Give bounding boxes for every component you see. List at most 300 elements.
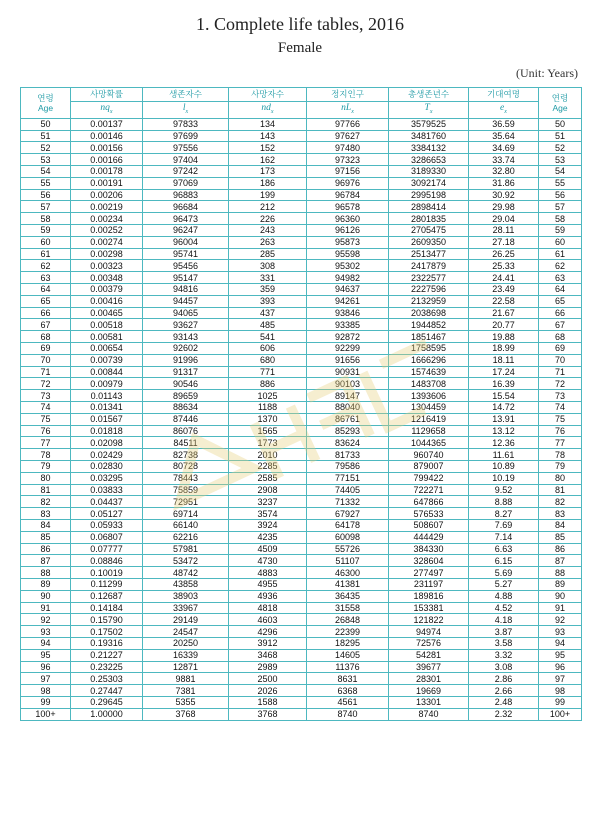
cell-stationary-population: 96360 bbox=[307, 213, 389, 225]
cell-age: 72 bbox=[21, 378, 71, 390]
cell-age-right: 58 bbox=[539, 213, 582, 225]
table-row bbox=[21, 272, 582, 284]
cell-life-expectancy: 33.74 bbox=[469, 154, 539, 166]
cell-deaths: 331 bbox=[229, 272, 307, 284]
cell-survivors: 94065 bbox=[143, 307, 229, 319]
cell-age-right: 79 bbox=[539, 461, 582, 473]
cell-stationary-population: 93846 bbox=[307, 307, 389, 319]
cell-stationary-population: 41381 bbox=[307, 578, 389, 590]
cell-total-person-years: 3481760 bbox=[389, 130, 469, 142]
cell-deaths: 134 bbox=[229, 118, 307, 130]
cell-total-person-years: 19669 bbox=[389, 685, 469, 697]
cell-stationary-population: 96784 bbox=[307, 189, 389, 201]
table-row bbox=[21, 614, 582, 626]
life-table bbox=[20, 87, 582, 721]
cell-death-probability: 0.00739 bbox=[71, 354, 143, 366]
cell-age-right: 93 bbox=[539, 626, 582, 638]
cell-age: 71 bbox=[21, 366, 71, 378]
cell-total-person-years: 121822 bbox=[389, 614, 469, 626]
cell-deaths: 2026 bbox=[229, 685, 307, 697]
cell-age-right: 61 bbox=[539, 248, 582, 260]
cell-total-person-years: 508607 bbox=[389, 519, 469, 531]
cell-survivors: 93143 bbox=[143, 331, 229, 343]
cell-survivors: 96684 bbox=[143, 201, 229, 213]
cell-life-expectancy: 29.98 bbox=[469, 201, 539, 213]
cell-stationary-population: 6368 bbox=[307, 685, 389, 697]
cell-life-expectancy: 13.12 bbox=[469, 425, 539, 437]
cell-stationary-population: 97323 bbox=[307, 154, 389, 166]
cell-deaths: 308 bbox=[229, 260, 307, 272]
cell-survivors: 38903 bbox=[143, 590, 229, 602]
cell-age: 79 bbox=[21, 461, 71, 473]
header-survivors: 생존자수 bbox=[143, 88, 229, 102]
cell-survivors: 29149 bbox=[143, 614, 229, 626]
cell-deaths: 4936 bbox=[229, 590, 307, 602]
table-row bbox=[21, 378, 582, 390]
cell-life-expectancy: 28.11 bbox=[469, 225, 539, 237]
cell-life-expectancy: 36.59 bbox=[469, 118, 539, 130]
cell-age: 66 bbox=[21, 307, 71, 319]
cell-age-right: 70 bbox=[539, 354, 582, 366]
cell-death-probability: 0.11299 bbox=[71, 578, 143, 590]
cell-death-probability: 0.27447 bbox=[71, 685, 143, 697]
cell-life-expectancy: 32.80 bbox=[469, 166, 539, 178]
cell-age: 63 bbox=[21, 272, 71, 284]
cell-life-expectancy: 4.88 bbox=[469, 590, 539, 602]
cell-deaths: 3237 bbox=[229, 496, 307, 508]
cell-deaths: 199 bbox=[229, 189, 307, 201]
cell-death-probability: 0.10019 bbox=[71, 567, 143, 579]
cell-age: 50 bbox=[21, 118, 71, 130]
cell-age-right: 90 bbox=[539, 590, 582, 602]
symbol-nlx: $nL_x$ bbox=[307, 102, 389, 119]
cell-deaths: 4818 bbox=[229, 602, 307, 614]
cell-age: 65 bbox=[21, 295, 71, 307]
cell-total-person-years: 3092174 bbox=[389, 177, 469, 189]
cell-stationary-population: 11376 bbox=[307, 661, 389, 673]
cell-stationary-population: 18295 bbox=[307, 637, 389, 649]
table-row bbox=[21, 531, 582, 543]
cell-survivors: 7381 bbox=[143, 685, 229, 697]
cell-survivors: 92602 bbox=[143, 343, 229, 355]
cell-age-right: 56 bbox=[539, 189, 582, 201]
table-row bbox=[21, 331, 582, 343]
cell-life-expectancy: 13.91 bbox=[469, 413, 539, 425]
cell-life-expectancy: 4.18 bbox=[469, 614, 539, 626]
cell-total-person-years: 1216419 bbox=[389, 413, 469, 425]
cell-deaths: 1565 bbox=[229, 425, 307, 437]
cell-death-probability: 0.00465 bbox=[71, 307, 143, 319]
cell-deaths: 3912 bbox=[229, 637, 307, 649]
cell-age: 93 bbox=[21, 626, 71, 638]
table-row bbox=[21, 402, 582, 414]
cell-age: 55 bbox=[21, 177, 71, 189]
table-row bbox=[21, 201, 582, 213]
cell-survivors: 93627 bbox=[143, 319, 229, 331]
table-row bbox=[21, 154, 582, 166]
cell-life-expectancy: 10.19 bbox=[469, 472, 539, 484]
cell-age-right: 74 bbox=[539, 402, 582, 414]
cell-deaths: 1025 bbox=[229, 390, 307, 402]
cell-age-right: 55 bbox=[539, 177, 582, 189]
cell-survivors: 89659 bbox=[143, 390, 229, 402]
cell-stationary-population: 94637 bbox=[307, 284, 389, 296]
cell-total-person-years: 384330 bbox=[389, 543, 469, 555]
cell-survivors: 57981 bbox=[143, 543, 229, 555]
cell-stationary-population: 46300 bbox=[307, 567, 389, 579]
cell-age-right: 65 bbox=[539, 295, 582, 307]
cell-deaths: 4955 bbox=[229, 578, 307, 590]
cell-total-person-years: 1044365 bbox=[389, 437, 469, 449]
cell-death-probability: 0.00518 bbox=[71, 319, 143, 331]
cell-stationary-population: 81733 bbox=[307, 449, 389, 461]
cell-total-person-years: 8740 bbox=[389, 708, 469, 720]
table-row bbox=[21, 484, 582, 496]
cell-deaths: 4883 bbox=[229, 567, 307, 579]
cell-deaths: 4235 bbox=[229, 531, 307, 543]
cell-age-right: 62 bbox=[539, 260, 582, 272]
cell-stationary-population: 94261 bbox=[307, 295, 389, 307]
unit-label: (Unit: Years) bbox=[516, 66, 578, 80]
cell-life-expectancy: 20.77 bbox=[469, 319, 539, 331]
cell-age: 61 bbox=[21, 248, 71, 260]
cell-age-right: 87 bbox=[539, 555, 582, 567]
cell-age: 80 bbox=[21, 472, 71, 484]
cell-life-expectancy: 14.72 bbox=[469, 402, 539, 414]
cell-age: 68 bbox=[21, 331, 71, 343]
table-row bbox=[21, 496, 582, 508]
cell-death-probability: 0.03295 bbox=[71, 472, 143, 484]
cell-age-right: 75 bbox=[539, 413, 582, 425]
cell-stationary-population: 96976 bbox=[307, 177, 389, 189]
table-row bbox=[21, 543, 582, 555]
cell-age: 87 bbox=[21, 555, 71, 567]
cell-deaths: 212 bbox=[229, 201, 307, 213]
table-row bbox=[21, 508, 582, 520]
cell-total-person-years: 3286653 bbox=[389, 154, 469, 166]
cell-stationary-population: 97627 bbox=[307, 130, 389, 142]
cell-total-person-years: 277497 bbox=[389, 567, 469, 579]
cell-age-right: 92 bbox=[539, 614, 582, 626]
cell-deaths: 143 bbox=[229, 130, 307, 142]
cell-survivors: 87446 bbox=[143, 413, 229, 425]
cell-life-expectancy: 3.08 bbox=[469, 661, 539, 673]
cell-stationary-population: 64178 bbox=[307, 519, 389, 531]
cell-survivors: 97404 bbox=[143, 154, 229, 166]
cell-survivors: 94816 bbox=[143, 284, 229, 296]
cell-stationary-population: 95598 bbox=[307, 248, 389, 260]
table-row bbox=[21, 260, 582, 272]
cell-deaths: 3924 bbox=[229, 519, 307, 531]
cell-deaths: 2908 bbox=[229, 484, 307, 496]
cell-stationary-population: 71332 bbox=[307, 496, 389, 508]
cell-life-expectancy: 5.27 bbox=[469, 578, 539, 590]
cell-death-probability: 0.04437 bbox=[71, 496, 143, 508]
cell-life-expectancy: 11.61 bbox=[469, 449, 539, 461]
cell-life-expectancy: 31.86 bbox=[469, 177, 539, 189]
cell-life-expectancy: 17.24 bbox=[469, 366, 539, 378]
cell-age-right: 95 bbox=[539, 649, 582, 661]
cell-age-right: 52 bbox=[539, 142, 582, 154]
cell-total-person-years: 2513477 bbox=[389, 248, 469, 260]
cell-death-probability: 0.29645 bbox=[71, 696, 143, 708]
cell-life-expectancy: 21.67 bbox=[469, 307, 539, 319]
symbol-nqx: $nq_x$ bbox=[71, 102, 143, 119]
cell-total-person-years: 189816 bbox=[389, 590, 469, 602]
cell-life-expectancy: 8.27 bbox=[469, 508, 539, 520]
cell-total-person-years: 1666296 bbox=[389, 354, 469, 366]
cell-survivors: 86076 bbox=[143, 425, 229, 437]
table-row bbox=[21, 626, 582, 638]
cell-age: 56 bbox=[21, 189, 71, 201]
cell-age: 53 bbox=[21, 154, 71, 166]
cell-stationary-population: 26848 bbox=[307, 614, 389, 626]
cell-deaths: 437 bbox=[229, 307, 307, 319]
cell-death-probability: 0.05127 bbox=[71, 508, 143, 520]
symbol-tx: $T_x$ bbox=[389, 102, 469, 119]
cell-age: 97 bbox=[21, 673, 71, 685]
cell-deaths: 4603 bbox=[229, 614, 307, 626]
cell-age-right: 66 bbox=[539, 307, 582, 319]
table-body bbox=[21, 118, 582, 720]
cell-total-person-years: 2609350 bbox=[389, 236, 469, 248]
cell-stationary-population: 90103 bbox=[307, 378, 389, 390]
symbol-lx: $l_x$ bbox=[143, 102, 229, 119]
cell-total-person-years: 1758595 bbox=[389, 343, 469, 355]
cell-total-person-years: 1393606 bbox=[389, 390, 469, 402]
cell-age: 78 bbox=[21, 449, 71, 461]
cell-total-person-years: 2322577 bbox=[389, 272, 469, 284]
cell-death-probability: 0.08846 bbox=[71, 555, 143, 567]
cell-age: 51 bbox=[21, 130, 71, 142]
cell-death-probability: 0.12687 bbox=[71, 590, 143, 602]
cell-age-right: 69 bbox=[539, 343, 582, 355]
cell-survivors: 5355 bbox=[143, 696, 229, 708]
cell-life-expectancy: 24.41 bbox=[469, 272, 539, 284]
cell-life-expectancy: 34.69 bbox=[469, 142, 539, 154]
cell-life-expectancy: 18.11 bbox=[469, 354, 539, 366]
cell-age: 62 bbox=[21, 260, 71, 272]
cell-life-expectancy: 15.54 bbox=[469, 390, 539, 402]
cell-age: 76 bbox=[21, 425, 71, 437]
cell-stationary-population: 22399 bbox=[307, 626, 389, 638]
table-row bbox=[21, 319, 582, 331]
cell-age: 98 bbox=[21, 685, 71, 697]
cell-deaths: 393 bbox=[229, 295, 307, 307]
table-row bbox=[21, 555, 582, 567]
cell-stationary-population: 88040 bbox=[307, 402, 389, 414]
cell-deaths: 771 bbox=[229, 366, 307, 378]
cell-age-right: 85 bbox=[539, 531, 582, 543]
cell-total-person-years: 576533 bbox=[389, 508, 469, 520]
cell-age-right: 63 bbox=[539, 272, 582, 284]
cell-death-probability: 0.00234 bbox=[71, 213, 143, 225]
cell-age-right: 78 bbox=[539, 449, 582, 461]
cell-deaths: 226 bbox=[229, 213, 307, 225]
cell-total-person-years: 1129658 bbox=[389, 425, 469, 437]
cell-age-right: 100+ bbox=[539, 708, 582, 720]
cell-age: 52 bbox=[21, 142, 71, 154]
cell-stationary-population: 86761 bbox=[307, 413, 389, 425]
cell-stationary-population: 97480 bbox=[307, 142, 389, 154]
cell-age: 89 bbox=[21, 578, 71, 590]
cell-deaths: 485 bbox=[229, 319, 307, 331]
cell-total-person-years: 328604 bbox=[389, 555, 469, 567]
cell-age-right: 77 bbox=[539, 437, 582, 449]
table-row bbox=[21, 354, 582, 366]
cell-deaths: 680 bbox=[229, 354, 307, 366]
cell-age: 88 bbox=[21, 567, 71, 579]
cell-age: 70 bbox=[21, 354, 71, 366]
cell-total-person-years: 1574639 bbox=[389, 366, 469, 378]
table-row bbox=[21, 661, 582, 673]
cell-age: 92 bbox=[21, 614, 71, 626]
cell-total-person-years: 960740 bbox=[389, 449, 469, 461]
cell-age-right: 81 bbox=[539, 484, 582, 496]
cell-total-person-years: 39677 bbox=[389, 661, 469, 673]
cell-death-probability: 0.00166 bbox=[71, 154, 143, 166]
table-row bbox=[21, 213, 582, 225]
cell-survivors: 96883 bbox=[143, 189, 229, 201]
symbol-ndx: $nd_x$ bbox=[229, 102, 307, 119]
table-row bbox=[21, 696, 582, 708]
table-row bbox=[21, 461, 582, 473]
table-row bbox=[21, 166, 582, 178]
header-age-right bbox=[539, 88, 582, 119]
cell-age-right: 53 bbox=[539, 154, 582, 166]
cell-total-person-years: 13301 bbox=[389, 696, 469, 708]
cell-survivors: 33967 bbox=[143, 602, 229, 614]
cell-life-expectancy: 4.52 bbox=[469, 602, 539, 614]
cell-total-person-years: 2705475 bbox=[389, 225, 469, 237]
cell-survivors: 96247 bbox=[143, 225, 229, 237]
cell-life-expectancy: 8.88 bbox=[469, 496, 539, 508]
cell-death-probability: 0.00137 bbox=[71, 118, 143, 130]
cell-age-right: 72 bbox=[539, 378, 582, 390]
cell-age-right: 59 bbox=[539, 225, 582, 237]
cell-total-person-years: 799422 bbox=[389, 472, 469, 484]
cell-life-expectancy: 7.14 bbox=[469, 531, 539, 543]
cell-total-person-years: 3189330 bbox=[389, 166, 469, 178]
cell-age: 83 bbox=[21, 508, 71, 520]
cell-deaths: 2010 bbox=[229, 449, 307, 461]
header-age-left-english: Age bbox=[37, 102, 54, 113]
table-row bbox=[21, 248, 582, 260]
cell-age: 67 bbox=[21, 319, 71, 331]
cell-age-right: 60 bbox=[539, 236, 582, 248]
cell-life-expectancy: 23.49 bbox=[469, 284, 539, 296]
cell-deaths: 4509 bbox=[229, 543, 307, 555]
cell-stationary-population: 8631 bbox=[307, 673, 389, 685]
cell-age-right: 50 bbox=[539, 118, 582, 130]
cell-survivors: 43858 bbox=[143, 578, 229, 590]
table-row bbox=[21, 390, 582, 402]
cell-stationary-population: 92872 bbox=[307, 331, 389, 343]
cell-life-expectancy: 6.15 bbox=[469, 555, 539, 567]
cell-survivors: 91317 bbox=[143, 366, 229, 378]
cell-life-expectancy: 35.64 bbox=[469, 130, 539, 142]
cell-age: 73 bbox=[21, 390, 71, 402]
cell-survivors: 80728 bbox=[143, 461, 229, 473]
cell-total-person-years: 94974 bbox=[389, 626, 469, 638]
cell-survivors: 12871 bbox=[143, 661, 229, 673]
cell-stationary-population: 89147 bbox=[307, 390, 389, 402]
cell-survivors: 20250 bbox=[143, 637, 229, 649]
cell-survivors: 97699 bbox=[143, 130, 229, 142]
cell-stationary-population: 55726 bbox=[307, 543, 389, 555]
cell-age-right: 91 bbox=[539, 602, 582, 614]
cell-death-probability: 0.00219 bbox=[71, 201, 143, 213]
cell-death-probability: 1.00000 bbox=[71, 708, 143, 720]
cell-survivors: 78443 bbox=[143, 472, 229, 484]
cell-stationary-population: 93385 bbox=[307, 319, 389, 331]
cell-stationary-population: 83624 bbox=[307, 437, 389, 449]
cell-stationary-population: 85293 bbox=[307, 425, 389, 437]
cell-death-probability: 0.01567 bbox=[71, 413, 143, 425]
table-row bbox=[21, 142, 582, 154]
cell-age-right: 68 bbox=[539, 331, 582, 343]
cell-age-right: 84 bbox=[539, 519, 582, 531]
cell-death-probability: 0.02098 bbox=[71, 437, 143, 449]
cell-survivors: 53472 bbox=[143, 555, 229, 567]
cell-age: 99 bbox=[21, 696, 71, 708]
cell-total-person-years: 1304459 bbox=[389, 402, 469, 414]
cell-survivors: 69714 bbox=[143, 508, 229, 520]
cell-life-expectancy: 2.32 bbox=[469, 708, 539, 720]
cell-survivors: 48742 bbox=[143, 567, 229, 579]
cell-total-person-years: 2038698 bbox=[389, 307, 469, 319]
cell-death-probability: 0.00156 bbox=[71, 142, 143, 154]
cell-death-probability: 0.00379 bbox=[71, 284, 143, 296]
cell-deaths: 886 bbox=[229, 378, 307, 390]
cell-total-person-years: 54281 bbox=[389, 649, 469, 661]
cell-life-expectancy: 2.48 bbox=[469, 696, 539, 708]
cell-age-right: 97 bbox=[539, 673, 582, 685]
cell-total-person-years: 72576 bbox=[389, 637, 469, 649]
cell-stationary-population: 91656 bbox=[307, 354, 389, 366]
cell-survivors: 82738 bbox=[143, 449, 229, 461]
cell-death-probability: 0.02429 bbox=[71, 449, 143, 461]
cell-survivors: 16339 bbox=[143, 649, 229, 661]
cell-survivors: 90546 bbox=[143, 378, 229, 390]
cell-age: 95 bbox=[21, 649, 71, 661]
cell-life-expectancy: 18.99 bbox=[469, 343, 539, 355]
cell-age-right: 80 bbox=[539, 472, 582, 484]
table-row bbox=[21, 437, 582, 449]
cell-deaths: 173 bbox=[229, 166, 307, 178]
cell-death-probability: 0.17502 bbox=[71, 626, 143, 638]
cell-life-expectancy: 5.69 bbox=[469, 567, 539, 579]
cell-age-right: 76 bbox=[539, 425, 582, 437]
cell-deaths: 541 bbox=[229, 331, 307, 343]
table-row bbox=[21, 343, 582, 355]
cell-death-probability: 0.00844 bbox=[71, 366, 143, 378]
cell-death-probability: 0.01341 bbox=[71, 402, 143, 414]
cell-survivors: 3768 bbox=[143, 708, 229, 720]
header-life-expectancy: 기대여명 bbox=[469, 88, 539, 102]
cell-stationary-population: 96578 bbox=[307, 201, 389, 213]
cell-stationary-population: 95873 bbox=[307, 236, 389, 248]
header-death-probability: 사망확률 bbox=[71, 88, 143, 102]
cell-age: 100+ bbox=[21, 708, 71, 720]
table-row bbox=[21, 449, 582, 461]
cell-age: 86 bbox=[21, 543, 71, 555]
cell-age-right: 94 bbox=[539, 637, 582, 649]
cell-age-right: 73 bbox=[539, 390, 582, 402]
cell-survivors: 96004 bbox=[143, 236, 229, 248]
cell-age-right: 57 bbox=[539, 201, 582, 213]
cell-deaths: 152 bbox=[229, 142, 307, 154]
